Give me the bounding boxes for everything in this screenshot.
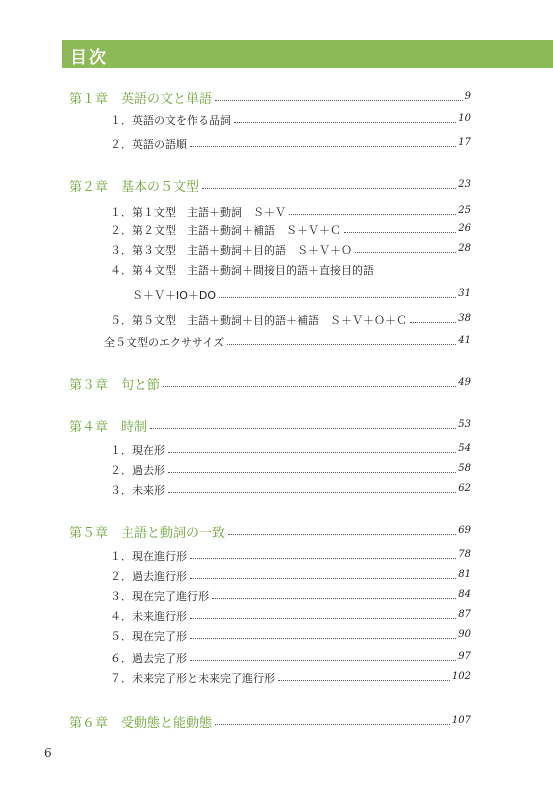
item-title: 全５文型のエクササイズ (104, 336, 225, 349)
toc-item[interactable] (0, 568, 553, 586)
page-ref: 84 (458, 589, 471, 600)
toc-chapter[interactable] (0, 712, 553, 730)
leader-dots (215, 724, 450, 725)
item-title: ４．第４文型 主語＋動詞＋間接目的語＋直接目的語 (110, 264, 374, 277)
page-ref: 10 (458, 113, 471, 124)
leader-dots (355, 252, 456, 253)
item-title: ３．現在完了進行形 (110, 590, 209, 603)
item-title: ５．第５文型 主語＋動詞＋目的語＋補語 Ｓ＋Ｖ＋Ｏ＋Ｃ (110, 314, 407, 327)
leader-dots (163, 386, 456, 387)
page-ref: 97 (458, 651, 471, 662)
leader-dots (190, 638, 456, 639)
leader-dots (168, 452, 456, 453)
toc-item[interactable] (0, 608, 553, 626)
chapter-title: 第６章 受動態と能動態 (69, 716, 213, 731)
page-ref: 107 (451, 715, 471, 726)
leader-dots (234, 122, 456, 123)
toc-item[interactable] (0, 462, 553, 480)
toc-item[interactable] (0, 334, 553, 352)
leader-dots (228, 534, 456, 535)
toc-item[interactable] (0, 242, 553, 260)
page-ref: 23 (458, 179, 471, 190)
toc-item[interactable] (0, 262, 553, 280)
item-title: ５．現在完了形 (110, 630, 187, 643)
leader-dots (190, 618, 456, 619)
item-title: ２．英語の語順 (110, 138, 187, 151)
item-title: ２．第２文型 主語＋動詞＋補語 Ｓ＋Ｖ＋Ｃ (110, 224, 341, 237)
leader-dots (190, 660, 456, 661)
toc-item[interactable] (0, 204, 553, 222)
toc-title: 目次 (70, 48, 108, 68)
item-title: ３．第３文型 主語＋動詞＋目的語 Ｓ＋Ｖ＋Ｏ (110, 244, 352, 257)
page-number: 6 (44, 746, 52, 760)
chapter-title: 第３章 句と節 (69, 378, 161, 393)
toc-item[interactable] (0, 670, 553, 688)
page-ref: 69 (458, 525, 471, 536)
page-ref: 78 (458, 549, 471, 560)
item-title: １．現在進行形 (110, 550, 187, 563)
toc-item[interactable] (0, 588, 553, 606)
toc-item[interactable] (0, 628, 553, 646)
page-ref: 38 (458, 313, 471, 324)
leader-dots (344, 232, 456, 233)
toc-chapter[interactable] (0, 176, 553, 194)
page-ref: 90 (458, 629, 471, 640)
toc-item[interactable] (0, 222, 553, 240)
toc-chapter[interactable] (0, 88, 553, 106)
toc-chapter[interactable] (0, 416, 553, 434)
leader-dots (219, 297, 456, 298)
chapter-title: 第１章 英語の文と単語 (69, 92, 213, 107)
page-ref: 81 (458, 569, 471, 580)
item-title: Ｓ＋Ｖ＋IO＋DO (132, 289, 217, 302)
page-ref: 28 (458, 243, 471, 254)
leader-dots (278, 680, 450, 681)
toc-item[interactable] (0, 136, 553, 154)
leader-dots (410, 322, 456, 323)
toc-chapter[interactable] (0, 374, 553, 392)
page-ref: 31 (458, 288, 471, 299)
page-ref: 62 (458, 483, 471, 494)
toc-item[interactable] (0, 112, 553, 130)
leader-dots (168, 492, 456, 493)
page-ref: 17 (458, 137, 471, 148)
item-title: ６．過去完了形 (110, 652, 187, 665)
page-ref: 25 (458, 205, 471, 216)
item-title: １．第１文型 主語＋動詞 Ｓ＋Ｖ (110, 206, 286, 219)
page-ref: 49 (458, 377, 471, 388)
leader-dots (215, 100, 463, 101)
leader-dots (168, 472, 456, 473)
item-title: １．現在形 (110, 444, 165, 457)
toc-item[interactable] (0, 482, 553, 500)
page-ref: 87 (458, 609, 471, 620)
toc-item[interactable] (0, 287, 553, 305)
page-ref: 54 (458, 443, 471, 454)
leader-dots (190, 146, 456, 147)
leader-dots (190, 558, 456, 559)
item-title: １．英語の文を作る品詞 (110, 114, 231, 127)
page-ref: 9 (464, 91, 471, 102)
leader-dots (190, 578, 456, 579)
item-title: ３．未来形 (110, 484, 165, 497)
page-ref: 53 (458, 419, 471, 430)
toc-item[interactable] (0, 548, 553, 566)
page-ref: 26 (458, 223, 471, 234)
toc-item[interactable] (0, 442, 553, 460)
item-title: ４．未来進行形 (110, 610, 187, 623)
item-title: ２．過去形 (110, 464, 165, 477)
toc-item[interactable] (0, 650, 553, 668)
toc-item[interactable] (0, 312, 553, 330)
toc-chapter[interactable] (0, 522, 553, 540)
chapter-title: 第５章 主語と動詞の一致 (69, 526, 226, 541)
item-title: ７．未来完了形と未来完了進行形 (110, 672, 275, 685)
leader-dots (227, 344, 456, 345)
leader-dots (150, 428, 456, 429)
chapter-title: 第４章 時制 (69, 420, 148, 435)
page-ref: 102 (451, 671, 471, 682)
chapter-title: 第２章 基本の５文型 (69, 180, 200, 195)
leader-dots (289, 214, 456, 215)
leader-dots (202, 188, 456, 189)
leader-dots (212, 598, 456, 599)
page-ref: 58 (458, 463, 471, 474)
item-title: ２．過去進行形 (110, 570, 187, 583)
page-ref: 41 (458, 335, 471, 346)
